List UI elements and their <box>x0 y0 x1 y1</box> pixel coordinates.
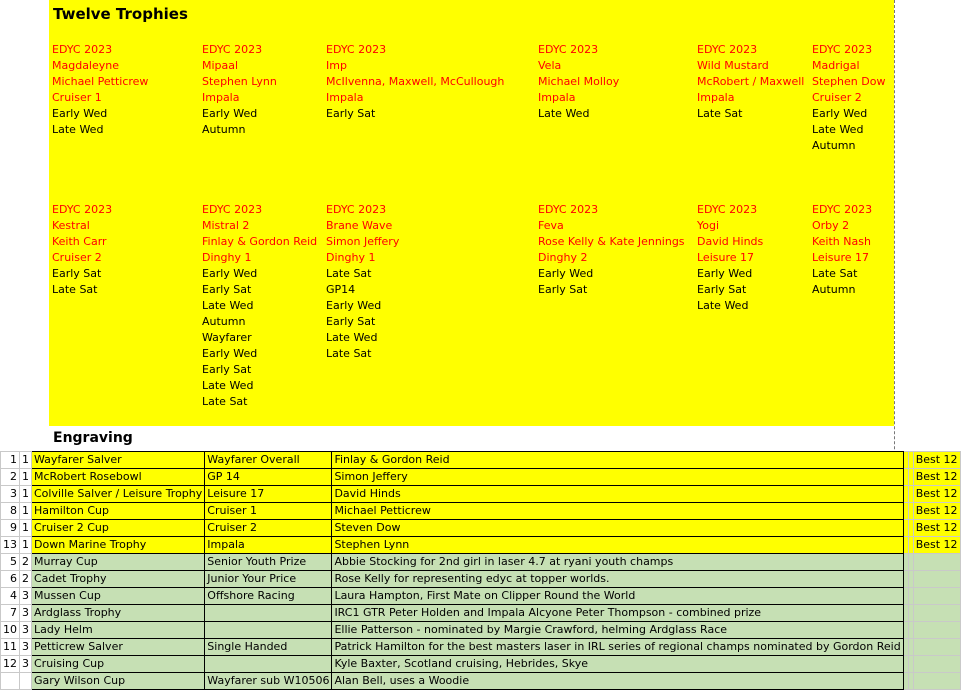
trophy-class: Leisure 17 <box>812 251 870 264</box>
trophy-series: Early Sat <box>202 363 252 376</box>
cell-row[interactable]: 12 <box>1 656 20 673</box>
trophy-owner: Keith Nash <box>812 235 871 248</box>
cell-winner[interactable]: Steven Dow <box>332 520 903 537</box>
trophy-boat: Yogi <box>697 219 720 232</box>
trophy-class: Impala <box>538 91 576 104</box>
trophy-owner: Stephen Lynn <box>202 75 277 88</box>
cell-event[interactable]: Impala <box>205 537 332 554</box>
trophy-series: Early Wed <box>202 267 258 280</box>
cell-grp[interactable]: 1 <box>20 503 32 520</box>
trophy-owner: Michael Molloy <box>538 75 620 88</box>
table-row <box>1 537 961 554</box>
cell-event[interactable] <box>205 605 332 622</box>
cell-trophy[interactable]: Hamilton Cup <box>32 503 205 520</box>
cell-event[interactable]: Junior Your Price <box>205 571 332 588</box>
trophy-block[interactable] <box>812 42 885 154</box>
trophy-header: EDYC 2023 <box>202 43 263 56</box>
cell-note[interactable] <box>913 588 960 605</box>
trophy-boat: Vela <box>538 59 562 72</box>
trophy-block[interactable] <box>697 42 804 122</box>
trophy-header: EDYC 2023 <box>812 203 873 216</box>
trophy-header: EDYC 2023 <box>52 203 113 216</box>
trophy-series: Early Wed <box>697 267 753 280</box>
trophy-series: Late Wed <box>538 107 590 120</box>
cell-grp[interactable]: 2 <box>20 554 32 571</box>
trophy-series: Autumn <box>202 315 246 328</box>
cell-note[interactable] <box>913 605 960 622</box>
trophy-boat: Wild Mustard <box>697 59 769 72</box>
trophy-header: EDYC 2023 <box>812 43 873 56</box>
cell-grp[interactable] <box>20 673 32 690</box>
trophy-owner: Finlay & Gordon Reid <box>202 235 318 248</box>
table-row <box>1 486 961 503</box>
trophy-series: Early Wed <box>202 107 258 120</box>
trophy-block[interactable] <box>538 42 619 122</box>
cell-note[interactable] <box>913 571 960 588</box>
table-row <box>1 605 961 622</box>
trophy-block[interactable] <box>812 202 872 298</box>
trophy-series: Late Wed <box>812 123 864 136</box>
trophy-header: EDYC 2023 <box>697 203 758 216</box>
cell-event[interactable]: Wayfarer Overall <box>205 452 332 469</box>
cell-trophy[interactable]: Mussen Cup <box>32 588 205 605</box>
cell-note[interactable] <box>913 554 960 571</box>
cell-winner[interactable]: Finlay & Gordon Reid <box>332 452 903 469</box>
trophy-owner: McIlvenna, Maxwell, McCullough <box>326 75 505 88</box>
cell-event[interactable]: Single Handed <box>205 639 332 656</box>
cell-winner[interactable]: Kyle Baxter, Scotland cruising, Hebrides, Skye <box>332 656 903 673</box>
trophy-series: Late Wed <box>202 379 254 392</box>
trophy-owner: David Hinds <box>697 235 764 248</box>
cell-trophy[interactable]: Petticrew Salver <box>32 639 205 656</box>
cell-grp[interactable]: 3 <box>20 656 32 673</box>
cell-trophy[interactable]: Wayfarer Salver <box>32 452 205 469</box>
trophy-series: Early Sat <box>202 283 252 296</box>
cell-event[interactable]: Offshore Racing <box>205 588 332 605</box>
table-row <box>1 503 961 520</box>
cell-grp[interactable]: 1 <box>20 469 32 486</box>
cell-grp[interactable]: 3 <box>20 588 32 605</box>
cell-note[interactable]: Best 12 <box>913 486 960 503</box>
trophy-series: Late Sat <box>202 395 248 408</box>
trophy-class: Cruiser 2 <box>812 91 862 104</box>
trophy-series: Early Wed <box>538 267 594 280</box>
cell-winner[interactable]: Alan Bell, uses a Woodie <box>332 673 903 690</box>
trophy-class: Cruiser 1 <box>52 91 102 104</box>
trophy-block[interactable] <box>697 202 763 314</box>
cell-note[interactable] <box>913 639 960 656</box>
cell-row[interactable]: 9 <box>1 520 20 537</box>
trophy-class: Leisure 17 <box>697 251 755 264</box>
trophy-block[interactable] <box>326 42 504 122</box>
trophy-header: EDYC 2023 <box>326 203 387 216</box>
trophy-class: Dinghy 2 <box>538 251 588 264</box>
cell-event[interactable] <box>205 656 332 673</box>
trophy-class: Dinghy 1 <box>202 251 252 264</box>
cell-winner[interactable]: Stephen Lynn <box>332 537 903 554</box>
cell-event[interactable]: Senior Youth Prize <box>205 554 332 571</box>
cell-note[interactable]: Best 12 <box>913 520 960 537</box>
cell-grp[interactable]: 1 <box>20 537 32 554</box>
trophy-block[interactable] <box>52 42 148 138</box>
table-row <box>1 639 961 656</box>
trophy-boat: Brane Wave <box>326 219 393 232</box>
cell-grp[interactable]: 2 <box>20 571 32 588</box>
trophy-series: Wayfarer <box>202 331 252 344</box>
trophy-series: Early Wed <box>202 347 258 360</box>
cell-winner[interactable]: IRC1 GTR Peter Holden and Impala Alcyone Peter Thompson - combined prize <box>332 605 903 622</box>
trophy-owner: Simon Jeffery <box>326 235 400 248</box>
trophy-boat: Mipaal <box>202 59 239 72</box>
trophy-series: Late Sat <box>326 347 372 360</box>
trophy-series: Late Sat <box>812 267 858 280</box>
cell-winner[interactable]: Simon Jeffery <box>332 469 903 486</box>
trophy-series: Early Wed <box>52 107 108 120</box>
trophy-series: Early Wed <box>812 107 868 120</box>
trophy-boat: Feva <box>538 219 564 232</box>
trophy-class: Impala <box>326 91 364 104</box>
cell-note[interactable] <box>913 622 960 639</box>
trophy-boat: Kestral <box>52 219 90 232</box>
trophy-owner: Michael Petticrew <box>52 75 149 88</box>
cell-winner[interactable]: Ellie Patterson - nominated by Margie Crawford, helming Ardglass Race <box>332 622 903 639</box>
cell-row[interactable]: 8 <box>1 503 20 520</box>
table-row <box>1 622 961 639</box>
cell-winner[interactable]: Abbie Stocking for 2nd girl in laser 4.7 at ryani youth champs <box>332 554 903 571</box>
trophy-header: EDYC 2023 <box>697 43 758 56</box>
cell-winner[interactable]: Michael Petticrew <box>332 503 903 520</box>
cell-winner[interactable]: Laura Hampton, First Mate on Clipper Round the World <box>332 588 903 605</box>
cell-trophy[interactable]: Down Marine Trophy <box>32 537 205 554</box>
cell-trophy[interactable]: Cruiser 2 Cup <box>32 520 205 537</box>
cell-grp[interactable]: 1 <box>20 452 32 469</box>
trophy-boat: Magdaleyne <box>52 59 120 72</box>
trophy-class: Impala <box>202 91 240 104</box>
cell-event[interactable]: Cruiser 2 <box>205 520 332 537</box>
table-row <box>1 656 961 673</box>
trophy-owner: Rose Kelly & Kate Jennings <box>538 235 685 248</box>
cell-event[interactable] <box>205 622 332 639</box>
trophy-series: Early Sat <box>326 107 376 120</box>
cell-row[interactable]: 2 <box>1 469 20 486</box>
cell-row[interactable]: 5 <box>1 554 20 571</box>
trophy-class: Impala <box>697 91 735 104</box>
sheet-title[interactable]: Twelve Trophies <box>53 5 188 23</box>
table-row <box>1 452 961 469</box>
trophy-series: Autumn <box>812 283 856 296</box>
trophy-boat: Imp <box>326 59 347 72</box>
table-row <box>1 673 961 690</box>
cell-note[interactable]: Best 12 <box>913 469 960 486</box>
table-row <box>1 588 961 605</box>
table-row <box>1 554 961 571</box>
trophy-boat: Orby 2 <box>812 219 850 232</box>
trophy-series: Early Sat <box>326 315 376 328</box>
trophy-series: Late Sat <box>326 267 372 280</box>
cell-row[interactable]: 4 <box>1 588 20 605</box>
cell-winner[interactable]: Patrick Hamilton for the best masters laser in IRL series of regional champs nominated by Gordon Reid <box>332 639 903 656</box>
cell-row[interactable] <box>1 673 20 690</box>
cell-note[interactable] <box>913 656 960 673</box>
trophy-class: Cruiser 2 <box>52 251 102 264</box>
engraving-table <box>0 451 961 690</box>
table-row <box>1 469 961 486</box>
trophy-header: EDYC 2023 <box>202 203 263 216</box>
cell-row[interactable]: 1 <box>1 452 20 469</box>
engraving-heading[interactable]: Engraving <box>53 430 133 446</box>
cell-row[interactable]: 13 <box>1 537 20 554</box>
trophy-series: Early Sat <box>697 283 747 296</box>
trophy-series: Late Wed <box>52 123 104 136</box>
cell-row[interactable]: 7 <box>1 605 20 622</box>
cell-row[interactable]: 6 <box>1 571 20 588</box>
cell-event[interactable]: Wayfarer sub W10506 <box>205 673 332 690</box>
trophy-series: Early Sat <box>52 267 102 280</box>
cell-note[interactable]: Best 12 <box>913 503 960 520</box>
cell-event[interactable]: Cruiser 1 <box>205 503 332 520</box>
trophy-header: EDYC 2023 <box>326 43 387 56</box>
trophy-class: Dinghy 1 <box>326 251 376 264</box>
trophy-owner: Keith Carr <box>52 235 107 248</box>
trophy-boat: Mistral 2 <box>202 219 250 232</box>
cell-note[interactable]: Best 12 <box>913 537 960 554</box>
cell-note[interactable]: Best 12 <box>913 452 960 469</box>
cell-event[interactable]: GP 14 <box>205 469 332 486</box>
trophy-series: Late Wed <box>202 299 254 312</box>
cell-grp[interactable]: 3 <box>20 622 32 639</box>
cell-grp[interactable]: 1 <box>20 486 32 503</box>
cell-trophy[interactable]: Cruising Cup <box>32 656 205 673</box>
cell-trophy[interactable]: Cadet Trophy <box>32 571 205 588</box>
trophy-header: EDYC 2023 <box>538 43 599 56</box>
cell-trophy[interactable]: McRobert Rosebowl <box>32 469 205 486</box>
table-row <box>1 520 961 537</box>
cell-row[interactable]: 3 <box>1 486 20 503</box>
trophy-series: Late Sat <box>52 283 98 296</box>
trophy-owner: Stephen Dow <box>812 75 886 88</box>
trophy-series: Late Wed <box>697 299 749 312</box>
cell-trophy[interactable]: Gary Wilson Cup <box>32 673 205 690</box>
cell-grp[interactable]: 3 <box>20 639 32 656</box>
trophy-series: Autumn <box>202 123 246 136</box>
trophy-series: Late Sat <box>697 107 743 120</box>
trophy-series: GP14 <box>326 283 356 296</box>
trophy-series: Early Sat <box>538 283 588 296</box>
trophy-block[interactable] <box>326 202 399 362</box>
cell-row[interactable]: 10 <box>1 622 20 639</box>
trophy-series: Early Wed <box>326 299 382 312</box>
trophy-header: EDYC 2023 <box>538 203 599 216</box>
cell-note[interactable] <box>913 673 960 690</box>
table-row <box>1 571 961 588</box>
cell-grp[interactable]: 3 <box>20 605 32 622</box>
cell-trophy[interactable]: Lady Helm <box>32 622 205 639</box>
cell-event[interactable]: Leisure 17 <box>205 486 332 503</box>
trophy-series: Late Wed <box>326 331 378 344</box>
cell-trophy[interactable]: Colville Salver / Leisure Trophy <box>32 486 205 503</box>
cell-row[interactable]: 11 <box>1 639 20 656</box>
cell-winner[interactable]: David Hinds <box>332 486 903 503</box>
trophy-series: Autumn <box>812 139 856 152</box>
trophy-boat: Madrigal <box>812 59 860 72</box>
trophy-block[interactable] <box>202 42 277 138</box>
cell-grp[interactable]: 1 <box>20 520 32 537</box>
trophy-owner: McRobert / Maxwell <box>697 75 805 88</box>
trophy-block[interactable] <box>538 202 685 298</box>
trophy-block[interactable] <box>202 202 317 410</box>
cell-trophy[interactable]: Ardglass Trophy <box>32 605 205 622</box>
cell-trophy[interactable]: Murray Cup <box>32 554 205 571</box>
trophy-header: EDYC 2023 <box>52 43 113 56</box>
trophy-block[interactable] <box>52 202 112 298</box>
cell-winner[interactable]: Rose Kelly for representing edyc at topper worlds. <box>332 571 903 588</box>
